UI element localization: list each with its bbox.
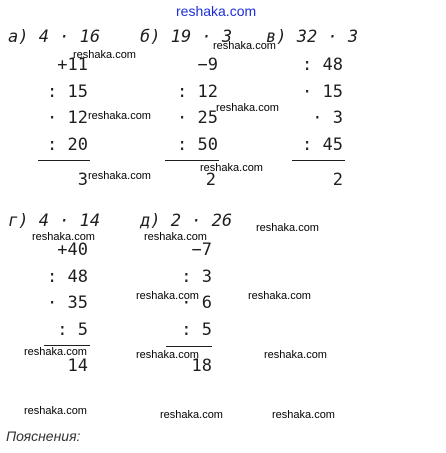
- watermark: reshaka.com: [144, 231, 207, 243]
- chain-d-step-3: · 6: [181, 293, 212, 313]
- watermark: reshaka.com: [256, 222, 319, 234]
- chain-b-result-line: [165, 160, 219, 161]
- chain-a-step-2: : 15: [47, 82, 88, 102]
- chain-v-header: в) 32 · 3: [266, 27, 359, 47]
- watermark: reshaka.com: [272, 409, 335, 421]
- chain-g-step-3: · 35: [47, 293, 88, 313]
- chain-a-step-3: · 12: [47, 108, 88, 128]
- chain-d-result: 18: [191, 356, 212, 376]
- chain-d-step-1: −7: [191, 240, 212, 260]
- watermark: reshaka.com: [216, 102, 279, 114]
- watermark: reshaka.com: [32, 231, 95, 243]
- chain-d-header: д) 2 · 26: [140, 211, 233, 231]
- watermark: reshaka.com: [88, 110, 151, 122]
- watermark: reshaka.com: [136, 290, 199, 302]
- watermark: reshaka.com: [264, 349, 327, 361]
- chain-v-step-4: : 45: [302, 135, 343, 155]
- watermark: reshaka.com: [136, 349, 199, 361]
- chain-d-result-line: [166, 346, 212, 347]
- chain-v-step-2: · 15: [302, 82, 343, 102]
- explanations-label: Пояснения:: [6, 428, 81, 444]
- chain-d-step-4: : 5: [181, 320, 212, 340]
- chain-b-step-1: −9: [197, 55, 218, 75]
- chain-a-step-4: : 20: [47, 135, 88, 155]
- watermark: reshaka.com: [24, 346, 87, 358]
- chain-b-result: 2: [205, 170, 216, 190]
- chain-b-header: б) 19 · 3: [140, 27, 233, 47]
- chain-g-result: 14: [67, 356, 88, 376]
- chain-a-header: а) 4 · 16: [8, 27, 101, 47]
- chain-b-step-4: : 50: [177, 135, 218, 155]
- chain-g-step-4: : 5: [57, 320, 88, 340]
- chain-v-result-line: [292, 160, 345, 161]
- chain-v-result: 2: [332, 170, 343, 190]
- chain-b-step-2: : 12: [177, 82, 218, 102]
- watermark: reshaka.com: [24, 405, 87, 417]
- chain-a-result-line: [38, 160, 90, 161]
- site-watermark-top: reshaka.com: [176, 3, 257, 19]
- chain-a-step-1: +11: [57, 55, 88, 75]
- chain-g-step-2: : 48: [47, 267, 88, 287]
- chain-g-header: г) 4 · 14: [8, 211, 101, 231]
- chain-g-step-1: +40: [57, 240, 88, 260]
- watermark: reshaka.com: [88, 170, 151, 182]
- chain-d-step-2: : 3: [181, 267, 212, 287]
- watermark: reshaka.com: [213, 40, 276, 52]
- watermark: reshaka.com: [200, 162, 263, 174]
- watermark: reshaka.com: [248, 290, 311, 302]
- watermark: reshaka.com: [73, 49, 136, 61]
- chain-v-step-1: : 48: [302, 55, 343, 75]
- chain-v-step-3: · 3: [312, 108, 343, 128]
- chain-a-result: 3: [77, 170, 88, 190]
- watermark: reshaka.com: [160, 409, 223, 421]
- chain-b-step-3: · 25: [177, 108, 218, 128]
